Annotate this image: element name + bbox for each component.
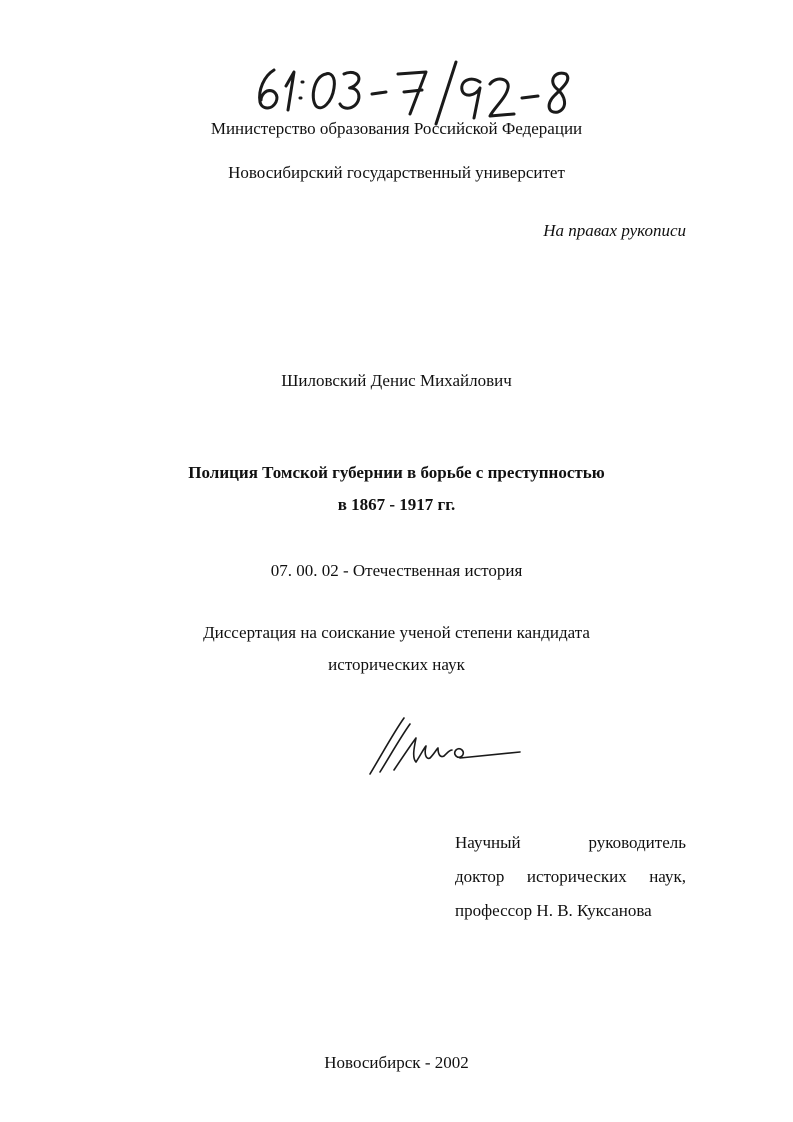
dissertation-title-line-2: в 1867 - 1917 гг. [337, 495, 456, 514]
specialty-code: 07. 00. 02 - Отечественная история [270, 561, 523, 580]
archive-code-text [250, 58, 257, 59]
manuscript-rights-note: На правах рукописи [543, 221, 686, 240]
ministry-name: Министерство образования Российской Федерации [210, 119, 583, 138]
advisor-degree-doctor: доктор [455, 867, 505, 886]
university-name: Новосибирский государственный университет [228, 163, 565, 182]
advisor-degree-historical: исторических [526, 867, 627, 886]
advisor-line-2 [455, 866, 686, 888]
advisor-line-1 [455, 832, 686, 854]
advisor-name: профессор Н. В. Куксанова [455, 901, 652, 920]
city-and-year: Новосибирск - 2002 [324, 1053, 469, 1072]
author-name: Шиловский Денис Михайлович [281, 371, 512, 390]
author-signature [360, 712, 530, 792]
dissertation-title-line-1: Полиция Томской губернии в борьбе с преступностью [188, 463, 605, 482]
advisor-label-scientific: Научный [455, 833, 521, 852]
advisor-label-supervisor: руководитель [588, 833, 686, 852]
advisor-degree-sciences: наук, [649, 867, 686, 886]
degree-statement-line-1: Диссертация на соискание ученой степени кандидата [203, 623, 590, 642]
degree-statement-line-2: исторических наук [328, 655, 465, 674]
